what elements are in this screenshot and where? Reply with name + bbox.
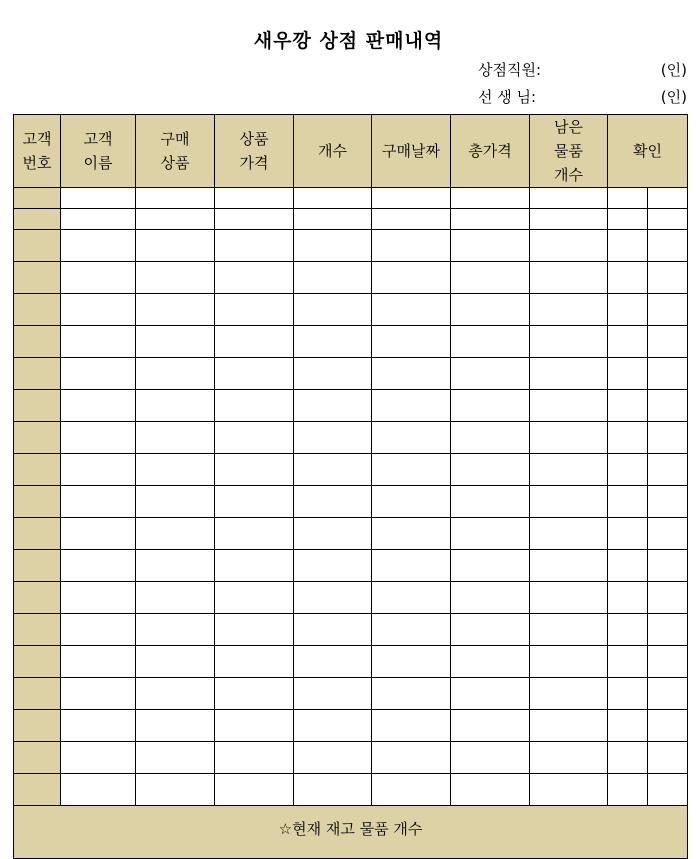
customer-number-cell[interactable] (14, 358, 61, 390)
table-cell[interactable] (608, 188, 648, 209)
table-row (14, 518, 688, 550)
table-cell[interactable] (648, 230, 688, 262)
table-cell[interactable] (451, 614, 530, 646)
table-row (14, 486, 688, 518)
table-cell[interactable] (61, 582, 136, 614)
table-cell[interactable] (136, 550, 215, 582)
table-cell[interactable] (372, 454, 451, 486)
table-cell[interactable] (372, 678, 451, 710)
table-cell[interactable] (136, 188, 215, 209)
customer-number-cell[interactable] (14, 742, 61, 774)
staff-signature-label: 상점직원: (478, 61, 542, 79)
table-cell[interactable] (215, 678, 294, 710)
customer-number-cell[interactable] (14, 294, 61, 326)
table-cell[interactable] (294, 710, 372, 742)
table-cell[interactable] (294, 294, 372, 326)
customer-number-cell[interactable] (14, 518, 61, 550)
table-cell[interactable] (648, 294, 688, 326)
table-cell[interactable] (215, 358, 294, 390)
table-cell[interactable] (451, 454, 530, 486)
table-cell[interactable] (136, 486, 215, 518)
table-cell[interactable] (61, 646, 136, 678)
table-cell[interactable] (608, 774, 648, 806)
table-cell[interactable] (215, 230, 294, 262)
table-cell[interactable] (530, 614, 608, 646)
table-cell[interactable] (530, 390, 608, 422)
table-cell[interactable] (215, 454, 294, 486)
table-cell[interactable] (372, 614, 451, 646)
table-cell[interactable] (61, 774, 136, 806)
table-cell[interactable] (530, 326, 608, 358)
table-cell[interactable] (294, 209, 372, 230)
table-cell[interactable] (451, 742, 530, 774)
table-cell[interactable] (136, 326, 215, 358)
table-cell[interactable] (61, 422, 136, 454)
table-cell[interactable] (530, 710, 608, 742)
table-cell[interactable] (451, 774, 530, 806)
table-cell[interactable] (648, 550, 688, 582)
table-cell[interactable] (136, 614, 215, 646)
table-cell[interactable] (451, 710, 530, 742)
table-cell[interactable] (215, 742, 294, 774)
table-row (14, 230, 688, 262)
table-cell[interactable] (61, 358, 136, 390)
table-cell[interactable] (530, 550, 608, 582)
table-cell[interactable] (608, 582, 648, 614)
customer-number-cell[interactable] (14, 230, 61, 262)
table-cell[interactable] (608, 678, 648, 710)
header-customer-name: 고객 이름 (61, 115, 136, 188)
current-stock-footer: ☆현재 재고 물품 개수 (14, 806, 688, 859)
table-cell[interactable] (136, 582, 215, 614)
table-cell[interactable] (61, 188, 136, 209)
table-cell[interactable] (648, 422, 688, 454)
table-cell[interactable] (294, 678, 372, 710)
table-cell[interactable] (136, 262, 215, 294)
table-cell[interactable] (61, 742, 136, 774)
table-cell[interactable] (372, 262, 451, 294)
customer-number-cell[interactable] (14, 209, 61, 230)
header-remaining-stock: 남은 물품 개수 (530, 115, 608, 188)
table-cell[interactable] (372, 550, 451, 582)
header-customer-number: 고객 번호 (14, 115, 61, 188)
table-row (14, 614, 688, 646)
table-cell[interactable] (530, 486, 608, 518)
table-cell[interactable] (61, 454, 136, 486)
table-row (14, 326, 688, 358)
table-cell[interactable] (136, 710, 215, 742)
table-cell[interactable] (61, 550, 136, 582)
table-cell[interactable] (294, 230, 372, 262)
table-cell[interactable] (136, 646, 215, 678)
table-row (14, 742, 688, 774)
table-cell[interactable] (608, 646, 648, 678)
table-cell[interactable] (294, 614, 372, 646)
table-cell[interactable] (648, 326, 688, 358)
table-cell[interactable] (530, 230, 608, 262)
table-cell[interactable] (61, 326, 136, 358)
table-cell[interactable] (648, 774, 688, 806)
table-cell[interactable] (215, 550, 294, 582)
table-cell[interactable] (136, 209, 215, 230)
table-cell[interactable] (608, 358, 648, 390)
teacher-signature-row (0, 86, 697, 108)
table-cell[interactable] (530, 358, 608, 390)
table-cell[interactable] (608, 454, 648, 486)
table-cell[interactable] (136, 230, 215, 262)
table-cell[interactable] (61, 614, 136, 646)
table-cell[interactable] (530, 262, 608, 294)
table-cell[interactable] (648, 358, 688, 390)
table-cell[interactable] (294, 326, 372, 358)
table-cell[interactable] (136, 774, 215, 806)
table-cell[interactable] (136, 422, 215, 454)
table-cell[interactable] (61, 230, 136, 262)
table-cell[interactable] (451, 326, 530, 358)
table-cell[interactable] (294, 486, 372, 518)
table-cell[interactable] (648, 646, 688, 678)
table-cell[interactable] (61, 678, 136, 710)
table-cell[interactable] (530, 742, 608, 774)
table-cell[interactable] (215, 710, 294, 742)
table-row (14, 678, 688, 710)
table-cell[interactable] (608, 390, 648, 422)
table-cell[interactable] (372, 774, 451, 806)
table-cell[interactable] (451, 678, 530, 710)
table-cell[interactable] (215, 422, 294, 454)
table-cell[interactable] (648, 742, 688, 774)
header-purchase-date: 구매날짜 (372, 115, 451, 188)
table-cell[interactable] (372, 390, 451, 422)
teacher-signature-label: 선 생 님: (478, 88, 537, 106)
customer-number-cell[interactable] (14, 390, 61, 422)
table-cell[interactable] (608, 294, 648, 326)
table-cell[interactable] (372, 742, 451, 774)
table-cell[interactable] (648, 582, 688, 614)
table-row (14, 710, 688, 742)
table-cell[interactable] (608, 209, 648, 230)
table-cell[interactable] (294, 550, 372, 582)
table-cell[interactable] (648, 209, 688, 230)
customer-number-cell[interactable] (14, 486, 61, 518)
table-row (14, 774, 688, 806)
customer-number-cell[interactable] (14, 188, 61, 209)
table-cell[interactable] (372, 230, 451, 262)
table-cell[interactable] (294, 422, 372, 454)
table-cell[interactable] (61, 518, 136, 550)
table-cell[interactable] (451, 262, 530, 294)
table-row (14, 422, 688, 454)
customer-number-cell[interactable] (14, 454, 61, 486)
table-cell[interactable] (294, 774, 372, 806)
table-cell[interactable] (294, 358, 372, 390)
table-cell[interactable] (61, 486, 136, 518)
table-cell[interactable] (608, 486, 648, 518)
customer-number-cell[interactable] (14, 774, 61, 806)
header-purchased-item: 구매 상품 (136, 115, 215, 188)
table-cell[interactable] (530, 454, 608, 486)
table-cell[interactable] (372, 582, 451, 614)
table-cell[interactable] (215, 774, 294, 806)
customer-number-cell[interactable] (14, 582, 61, 614)
table-cell[interactable] (451, 518, 530, 550)
table-cell[interactable] (215, 294, 294, 326)
table-cell[interactable] (530, 678, 608, 710)
table-row (14, 294, 688, 326)
table-cell[interactable] (608, 422, 648, 454)
table-cell[interactable] (648, 262, 688, 294)
sales-record-table (13, 114, 688, 859)
table-cell[interactable] (530, 582, 608, 614)
customer-number-cell[interactable] (14, 550, 61, 582)
table-cell[interactable] (372, 646, 451, 678)
customer-number-cell[interactable] (14, 326, 61, 358)
staff-signature-row (0, 59, 697, 81)
table-cell[interactable] (294, 262, 372, 294)
table-cell[interactable] (648, 390, 688, 422)
table-cell[interactable] (136, 358, 215, 390)
table-cell[interactable] (608, 550, 648, 582)
table-cell[interactable] (372, 294, 451, 326)
table-cell[interactable] (215, 390, 294, 422)
table-cell[interactable] (451, 582, 530, 614)
table-cell[interactable] (530, 518, 608, 550)
table-cell[interactable] (530, 209, 608, 230)
table-cell[interactable] (215, 646, 294, 678)
table-cell[interactable] (372, 486, 451, 518)
document-title: 새우깡 상점 판매내역 (253, 30, 444, 52)
table-cell[interactable] (136, 390, 215, 422)
table-cell[interactable] (294, 582, 372, 614)
table-cell[interactable] (451, 550, 530, 582)
header-quantity: 개수 (294, 115, 372, 188)
table-cell[interactable] (215, 188, 294, 209)
table-cell[interactable] (648, 486, 688, 518)
table-cell[interactable] (530, 294, 608, 326)
table-row (14, 358, 688, 390)
table-cell[interactable] (608, 326, 648, 358)
table-cell[interactable] (61, 294, 136, 326)
table-cell[interactable] (648, 188, 688, 209)
teacher-stamp-mark: (인) (660, 88, 687, 106)
table-cell[interactable] (608, 230, 648, 262)
table-cell[interactable] (372, 209, 451, 230)
table-cell[interactable] (215, 209, 294, 230)
table-cell[interactable] (451, 230, 530, 262)
table-cell[interactable] (136, 678, 215, 710)
table-cell[interactable] (215, 262, 294, 294)
table-cell[interactable] (294, 454, 372, 486)
table-cell[interactable] (372, 188, 451, 209)
table-cell[interactable] (451, 646, 530, 678)
header-row (14, 115, 688, 188)
table-cell[interactable] (608, 262, 648, 294)
table-cell[interactable] (294, 518, 372, 550)
table-cell[interactable] (215, 614, 294, 646)
table-cell[interactable] (608, 614, 648, 646)
table-cell[interactable] (648, 614, 688, 646)
customer-number-cell[interactable] (14, 614, 61, 646)
table-cell[interactable] (530, 188, 608, 209)
table-row (14, 188, 688, 209)
table-cell[interactable] (61, 262, 136, 294)
table-row (14, 550, 688, 582)
table-cell[interactable] (61, 710, 136, 742)
header-confirm: 확인 (608, 115, 688, 188)
table-cell[interactable] (372, 710, 451, 742)
customer-number-cell[interactable] (14, 678, 61, 710)
table-cell[interactable] (451, 390, 530, 422)
table-cell[interactable] (451, 358, 530, 390)
customer-number-cell[interactable] (14, 646, 61, 678)
table-cell[interactable] (372, 326, 451, 358)
table-cell[interactable] (451, 209, 530, 230)
table-cell[interactable] (530, 774, 608, 806)
table-cell[interactable] (451, 486, 530, 518)
table-cell[interactable] (136, 518, 215, 550)
table-cell[interactable] (294, 390, 372, 422)
table-cell[interactable] (648, 518, 688, 550)
table-cell[interactable] (215, 582, 294, 614)
table-cell[interactable] (136, 454, 215, 486)
table-row (14, 390, 688, 422)
table-cell[interactable] (608, 710, 648, 742)
table-cell[interactable] (451, 188, 530, 209)
table-cell[interactable] (372, 358, 451, 390)
table-row (14, 262, 688, 294)
table-cell[interactable] (451, 422, 530, 454)
staff-stamp-mark: (인) (660, 61, 687, 79)
table-cell[interactable] (372, 422, 451, 454)
table-cell[interactable] (648, 710, 688, 742)
table-cell[interactable] (451, 294, 530, 326)
customer-number-cell[interactable] (14, 262, 61, 294)
table-cell[interactable] (294, 188, 372, 209)
table-cell[interactable] (215, 486, 294, 518)
table-cell[interactable] (530, 646, 608, 678)
table-cell[interactable] (215, 326, 294, 358)
table-cell[interactable] (294, 646, 372, 678)
table-cell[interactable] (136, 742, 215, 774)
table-cell[interactable] (608, 518, 648, 550)
table-row (14, 454, 688, 486)
table-row (14, 582, 688, 614)
table-cell[interactable] (136, 294, 215, 326)
table-row (14, 646, 688, 678)
header-total-price: 총가격 (451, 115, 530, 188)
customer-number-cell[interactable] (14, 422, 61, 454)
customer-number-cell[interactable] (14, 710, 61, 742)
table-cell[interactable] (61, 390, 136, 422)
table-cell[interactable] (372, 518, 451, 550)
header-item-price: 상품 가격 (215, 115, 294, 188)
table-cell[interactable] (608, 742, 648, 774)
table-cell[interactable] (648, 678, 688, 710)
table-cell[interactable] (61, 209, 136, 230)
table-cell[interactable] (215, 518, 294, 550)
table-cell[interactable] (294, 742, 372, 774)
table-cell[interactable] (648, 454, 688, 486)
table-row (14, 209, 688, 230)
table-cell[interactable] (530, 422, 608, 454)
